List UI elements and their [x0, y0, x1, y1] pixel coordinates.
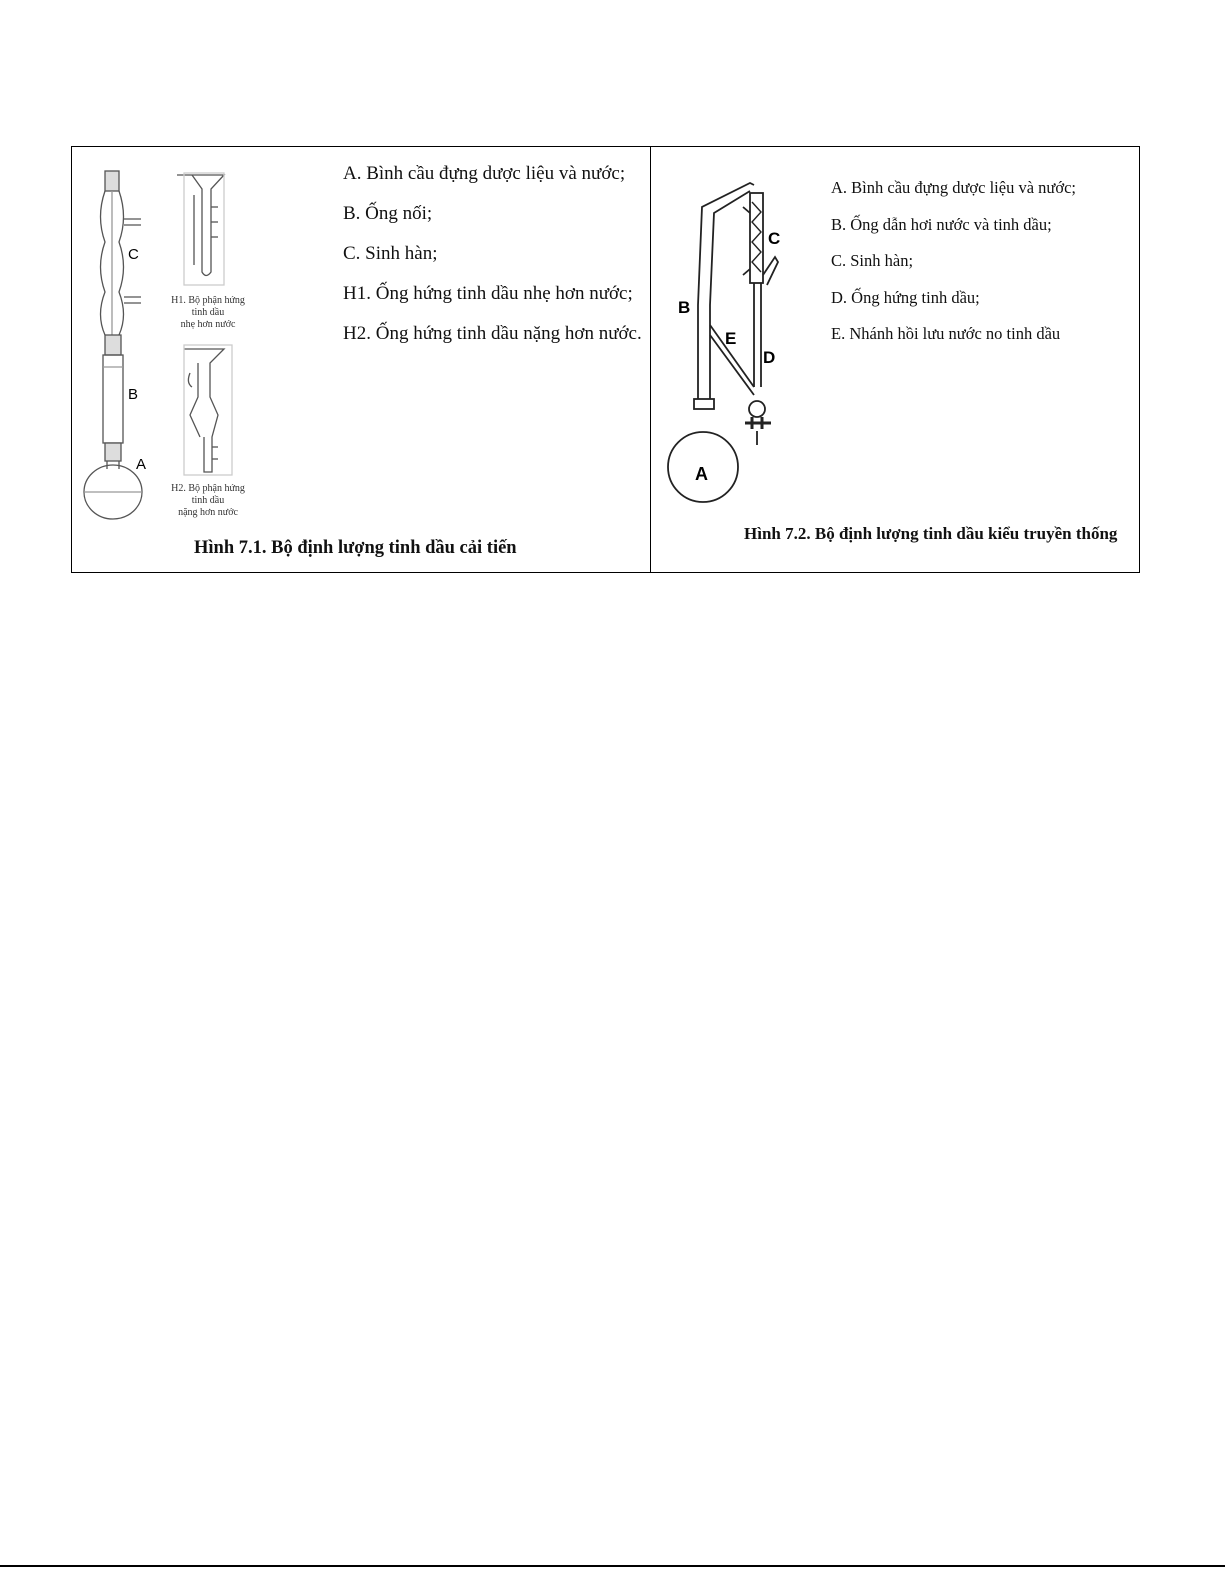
legend-item: E. Nhánh hồi lưu nước no tinh dầu: [831, 324, 1061, 343]
legend-item: D. Ống hứng tinh dầu;: [831, 287, 980, 307]
label-c: C: [768, 229, 781, 248]
label-a: A: [695, 464, 708, 484]
h2-caption: H2. Bộ phận hứng tinh dầu nặng hơn nước: [171, 483, 245, 518]
figure-7-2-caption: Hình 7.2. Bộ định lượng tinh dầu kiểu truyền thống: [744, 524, 1118, 543]
label-d: D: [763, 348, 776, 367]
figure-7-1-legend: [343, 161, 642, 361]
label-b: B: [128, 386, 139, 403]
figure-7-2-cell: [651, 147, 1139, 572]
page-bottom-rule: [0, 1565, 1225, 1567]
figure-7-2-legend: [831, 177, 1076, 360]
top-stopper: [105, 171, 119, 191]
legend-item: A. Bình cầu đựng dược liệu và nước;: [343, 163, 626, 184]
figure-7-1-caption: Hình 7.1. Bộ định lượng tinh dầu cải tiến: [194, 538, 517, 558]
label-e: E: [725, 329, 737, 348]
h1-receiver: [177, 173, 224, 285]
label-c: C: [128, 246, 139, 263]
legend-item: H2. Ống hứng tinh dầu nặng hơn nước.: [343, 323, 642, 344]
flask-neck: [694, 399, 714, 409]
h2-receiver: [184, 345, 232, 475]
figure-table: [71, 146, 1140, 573]
figure-7-1-cell: [72, 147, 651, 572]
label-b: B: [678, 298, 691, 317]
legend-item: C. Sinh hàn;: [343, 243, 438, 264]
legend-item: B. Ống dẫn hơi nước và tinh dầu;: [831, 214, 1052, 234]
legend-item: A. Bình cầu đựng dược liệu và nước;: [831, 178, 1076, 197]
legend-item: H1. Ống hứng tinh dầu nhẹ hơn nước;: [343, 283, 633, 304]
label-a: A: [136, 456, 147, 473]
h1-caption: H1. Bộ phận hứng tinh dầu nhẹ hơn nước: [171, 295, 245, 330]
tube-b: [698, 183, 754, 399]
receiver-d: [754, 283, 761, 387]
legend-item: C. Sinh hàn;: [831, 251, 914, 270]
connector-b: [103, 355, 123, 443]
legend-item: B. Ống nối;: [343, 203, 433, 224]
